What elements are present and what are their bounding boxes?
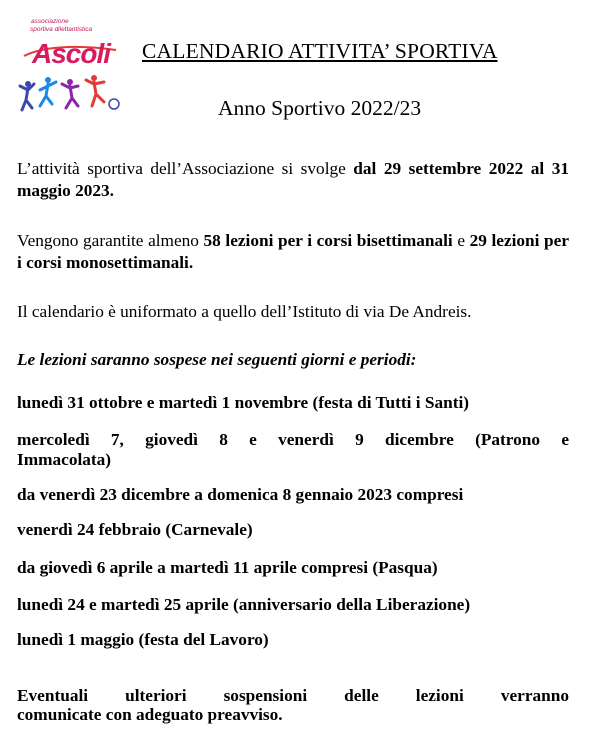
footer-note-line1: Eventuali ulteriori sospensioni delle lezioni verranno (17, 686, 569, 705)
lessons-bisettimanali: 58 lezioni per i corsi bisettimanali (203, 231, 453, 250)
lessons-monosettimanali: 29 lezioni per i corsi monosettimanali. (17, 231, 570, 272)
association-logo (18, 16, 122, 122)
page-subtitle: Anno Sportivo 2022/23 (218, 96, 422, 120)
suspension-item: mercoledì 7, giovedì 8 e venerdì 9 dicembre (Patrono e (17, 430, 569, 449)
suspension-item: lunedì 24 e martedì 25 aprile (anniversario della Liberazione) (17, 595, 471, 614)
logo-brand: Ascoli (32, 38, 111, 69)
intro-text: L’attività sportiva dell’Associazione si svolge (17, 159, 354, 178)
suspension-item: venerdì 24 febbraio (Carnevale) (17, 520, 253, 539)
lessons-text-c: e (452, 231, 470, 250)
logo-line2: sportiva dilettantistica (30, 26, 93, 33)
logo-line1: associazione (31, 18, 69, 25)
page-title: CALENDARIO ATTIVITA’ SPORTIVA (142, 39, 498, 63)
lessons-text-a: Vengono garantite almeno (17, 231, 204, 250)
suspension-item-continued: Immacolata) (17, 450, 112, 469)
calendar-note: Il calendario è uniformato a quello dell’Istituto di via De Andreis. (17, 302, 472, 321)
footer-note-line2: comunicate con adeguato preavviso. (17, 705, 283, 724)
suspension-item: lunedì 31 ottobre e martedì 1 novembre (festa di Tutti i Santi) (17, 393, 470, 412)
intro-dates: dal 29 settembre 2022 al 31 maggio 2023. (17, 159, 569, 200)
lessons-paragraph (17, 230, 569, 274)
intro-paragraph (17, 158, 569, 202)
suspension-heading: Le lezioni saranno sospese nei seguenti giorni e periodi: (17, 350, 417, 369)
suspension-item: da giovedì 6 aprile a martedì 11 aprile compresi (Pasqua) (17, 558, 438, 577)
suspension-item: da venerdì 23 dicembre a domenica 8 gennaio 2023 compresi (17, 485, 464, 504)
suspension-item: lunedì 1 maggio (festa del Lavoro) (17, 630, 269, 649)
